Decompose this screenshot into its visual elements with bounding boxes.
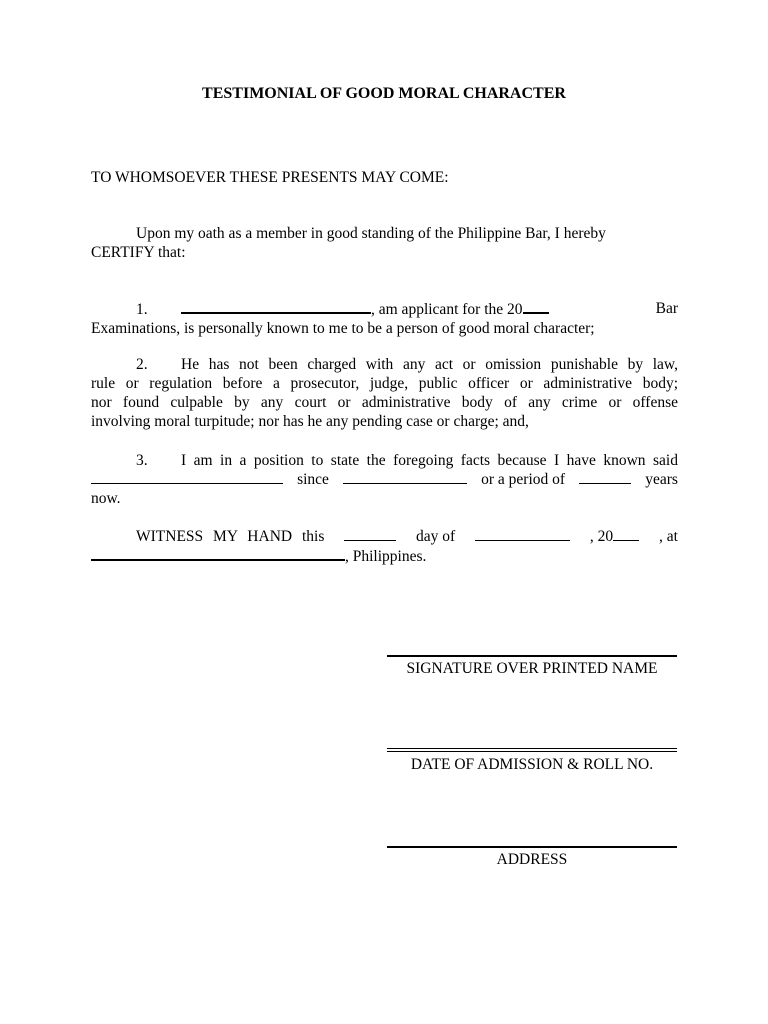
applicant-name-blank[interactable] [181, 299, 371, 314]
item-1-number: 1. [136, 301, 148, 318]
document-title: TESTIMONIAL OF GOOD MORAL CHARACTER [202, 85, 566, 102]
witness-year-blank[interactable] [613, 527, 639, 541]
item-3-period: or a period of [481, 471, 566, 488]
item-1-line-2: Examinations, is personally known to me to be a person of good moral character; [91, 320, 595, 337]
witness-year: , 20 [590, 527, 639, 546]
item-3-line-1: I am in a position to state the foregoing facts because I have known said [181, 452, 678, 469]
item-2-line-4: involving moral turpitude; nor has he any pending case or charge; and, [91, 413, 529, 430]
address-label: ADDRESS [496, 851, 568, 868]
item-1-text-b: Bar [655, 300, 678, 317]
item-1-text-a: , am applicant for the 20 [371, 299, 549, 319]
witness-place-blank[interactable] [91, 546, 345, 561]
intro-line-1: Upon my oath as a member in good standing of the Philippine Bar, I hereby [136, 225, 606, 242]
item-3-line-3: now. [91, 490, 121, 507]
admission-line [387, 748, 677, 752]
item-2-paragraph [91, 355, 678, 431]
salutation: TO WHOMSOEVER THESE PRESENTS MAY COME: [91, 169, 449, 186]
exam-year-blank[interactable] [523, 299, 549, 314]
item-3-paragraph [91, 451, 678, 508]
item-2-line-1: He has not been charged with any act or omission punishable by law, [181, 356, 678, 373]
admission-label: DATE OF ADMISSION & ROLL NO. [410, 756, 654, 773]
item-3-number: 3. [136, 452, 148, 469]
address-line [387, 846, 677, 848]
item-3-since: since [297, 471, 329, 488]
witness-text: WITNESS MY HAND this [136, 528, 325, 545]
item-2-number: 2. [136, 356, 148, 373]
intro-paragraph [91, 224, 678, 262]
witness-line-2 [91, 546, 678, 566]
item-3-line-2 [91, 470, 678, 489]
known-person-blank[interactable] [91, 470, 283, 484]
signature-label: SIGNATURE OVER PRINTED NAME [406, 660, 658, 677]
since-date-blank[interactable] [343, 470, 467, 484]
witness-paragraph [91, 527, 678, 566]
item-1-paragraph [91, 299, 678, 338]
item-2-line-2: rule or regulation before a prosecutor, judge, public officer or administrative body; [91, 375, 678, 392]
signature-line [387, 655, 677, 657]
intro-line-2: CERTIFY that: [91, 244, 186, 261]
witness-day-of: day of [416, 528, 456, 545]
witness-philippines: , Philippines. [345, 548, 427, 565]
years-count-blank[interactable] [579, 470, 631, 484]
witness-month-blank[interactable] [475, 527, 570, 541]
witness-day-blank[interactable] [344, 527, 396, 541]
witness-at: , at [659, 528, 678, 545]
item-3-years: years [645, 471, 678, 488]
item-2-line-3: nor found culpable by any court or administrative body of any crime or offense [91, 394, 678, 411]
